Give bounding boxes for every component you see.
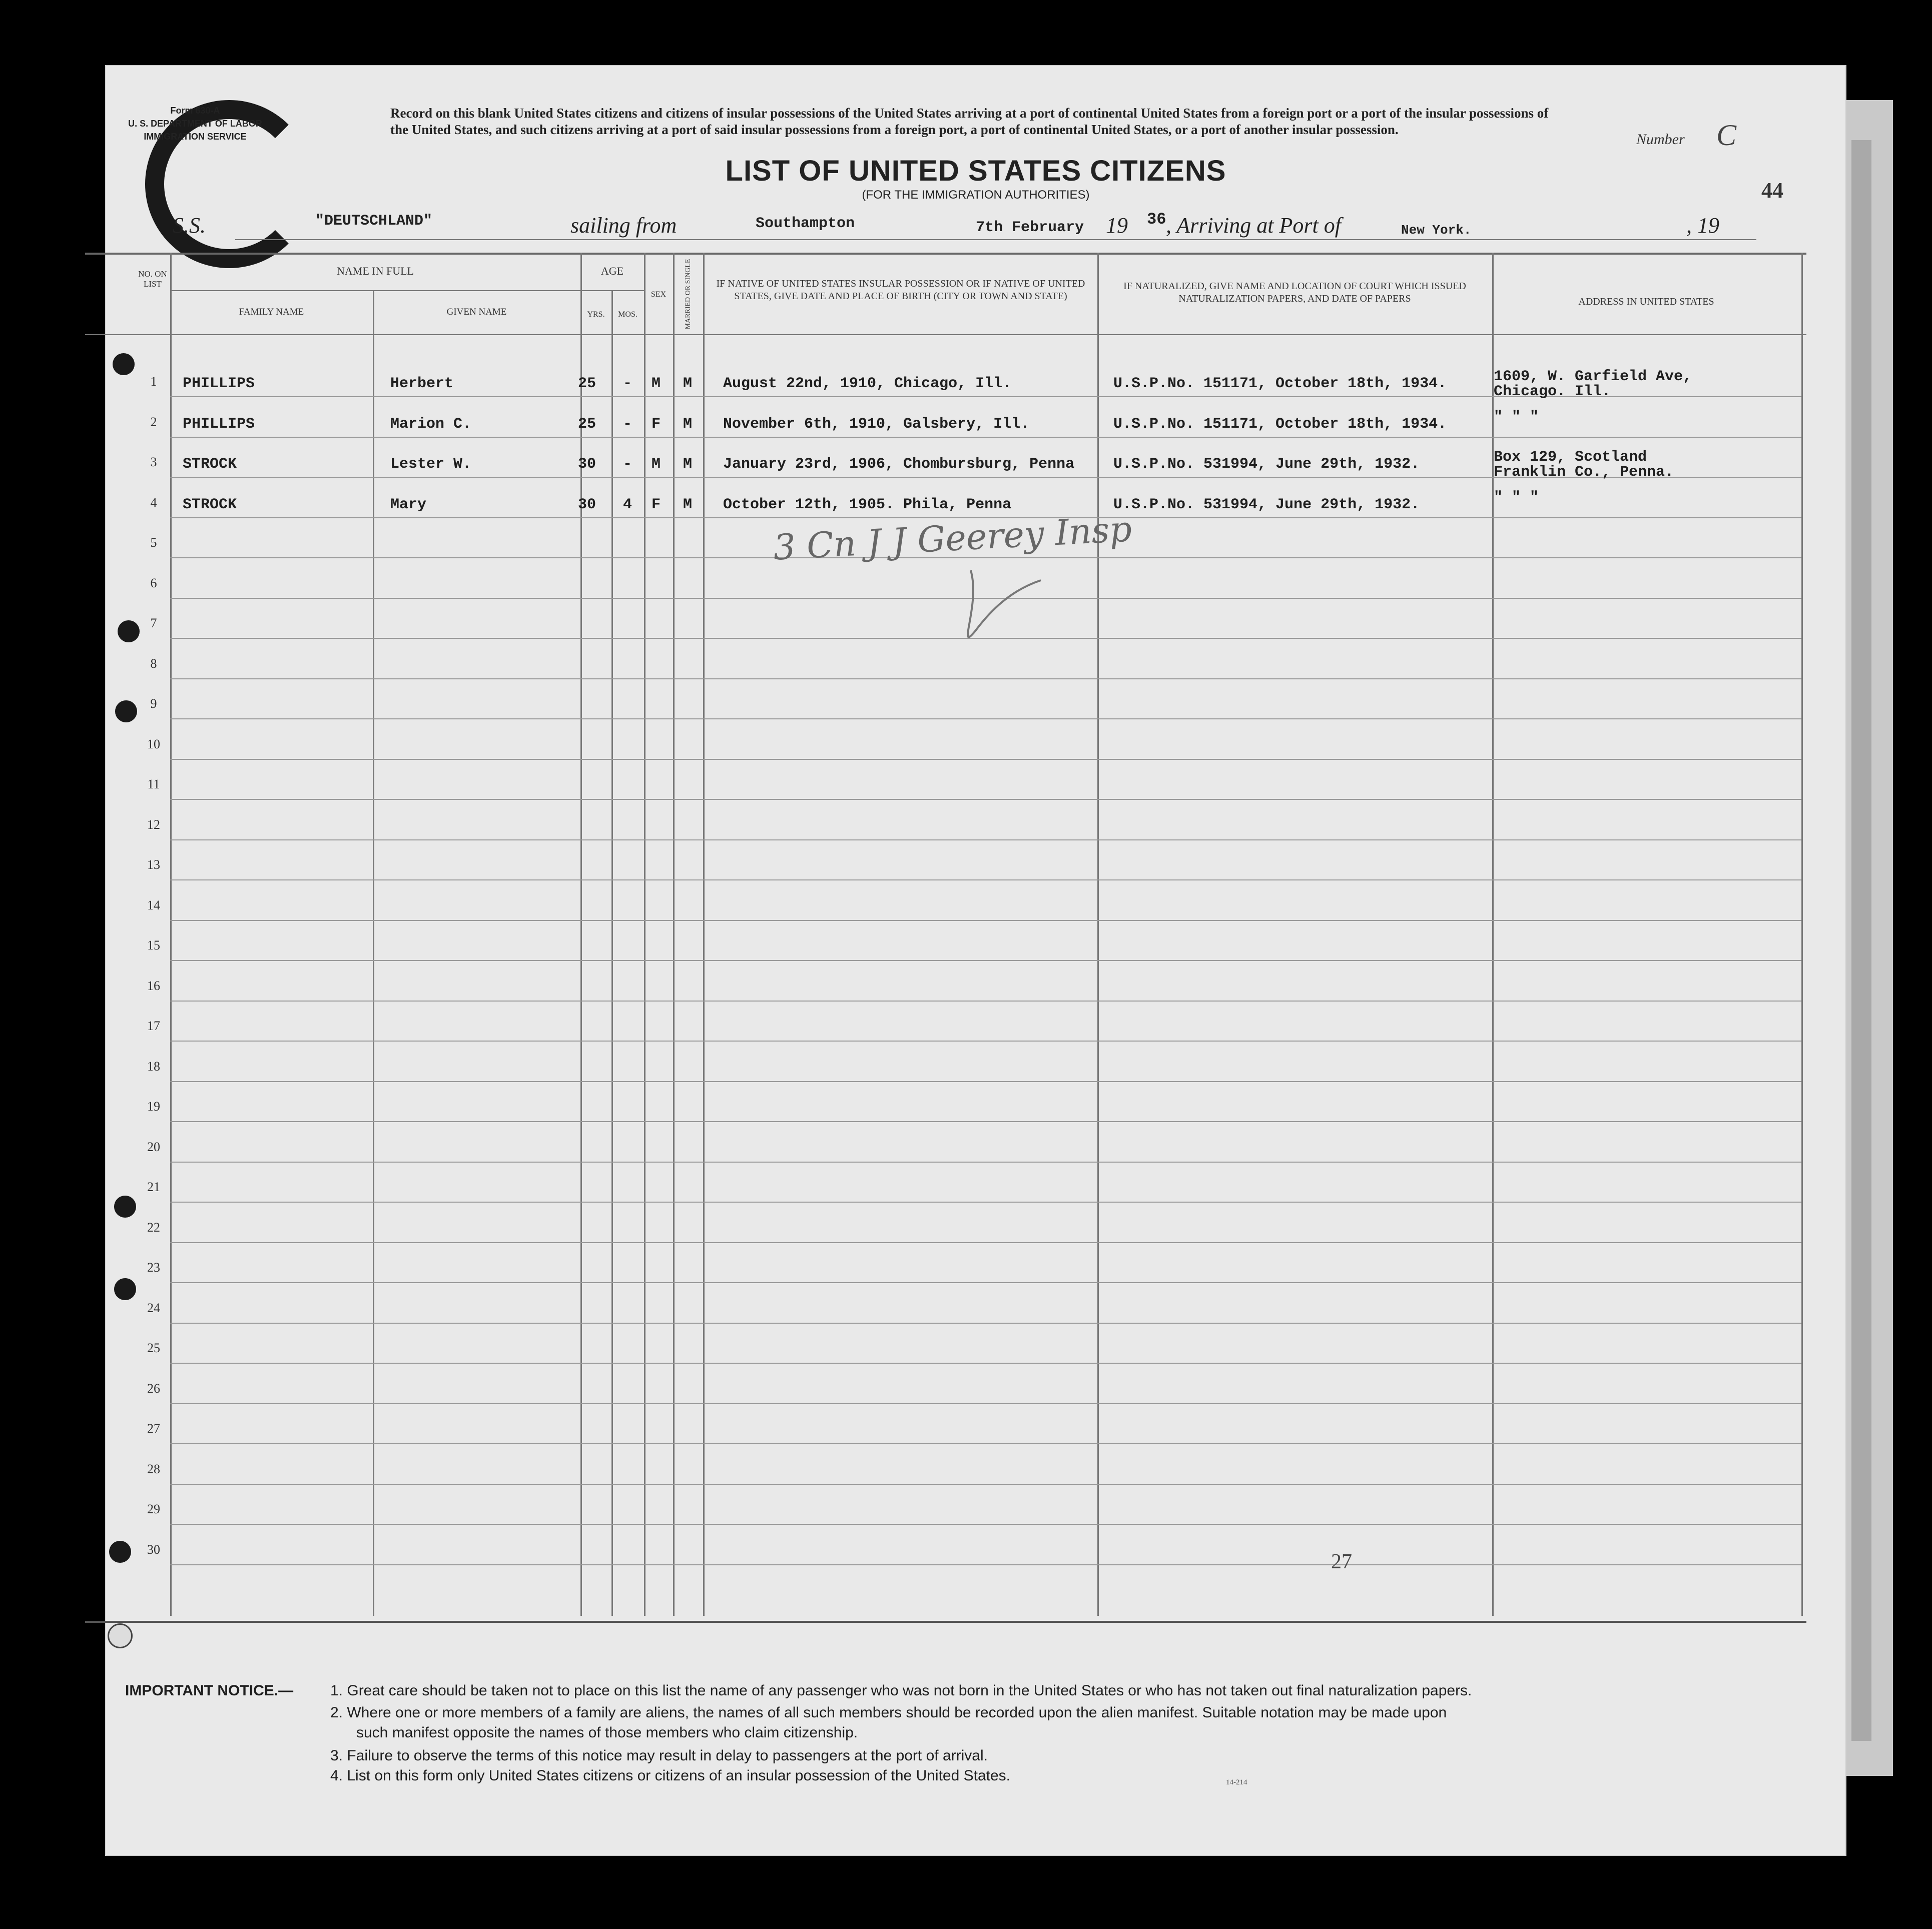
cell-family: PHILLIPS [183, 375, 255, 392]
form-number: Form 630-A [170, 106, 220, 116]
row-rule [170, 759, 1801, 760]
ship-name: "DEUTSCHLAND" [315, 213, 433, 230]
binder-hole [113, 353, 135, 375]
cell-yrs: 30 [578, 496, 596, 513]
row-number: 2 [150, 414, 157, 429]
cell-family: PHILLIPS [183, 415, 255, 433]
row-rule [170, 1162, 1801, 1163]
row-number: 30 [147, 1542, 160, 1557]
arriving-label: , Arriving at Port of [1166, 213, 1341, 238]
number-label: Number [1636, 131, 1685, 148]
col-divider-yrs [611, 290, 613, 1616]
binder-hole [108, 1623, 133, 1648]
row-number: 13 [147, 857, 160, 872]
col-divider-ms [703, 253, 705, 1616]
row-number: 18 [147, 1059, 160, 1074]
row-rule [170, 920, 1801, 921]
cell-birth: January 23rd, 1906, Chombursburg, Penna [723, 456, 1075, 473]
row-rule [170, 1041, 1801, 1042]
row-rule [170, 960, 1801, 961]
row-number: 29 [147, 1502, 160, 1516]
form-code: 14-214 [1226, 1778, 1247, 1786]
row-number: 9 [150, 696, 157, 711]
side-number: 44 [1761, 178, 1783, 203]
row-rule [170, 1001, 1801, 1002]
voyage-date: 7th February [976, 219, 1084, 236]
row-number: 5 [150, 535, 157, 550]
header-mos: MOS. [618, 310, 637, 319]
row-number: 25 [147, 1341, 160, 1355]
cell-sex: M [652, 375, 661, 392]
row-number: 6 [150, 575, 157, 590]
row-number: 14 [147, 897, 160, 912]
row-rule [170, 879, 1801, 880]
header-married-single [673, 260, 703, 334]
binder-hole [114, 1196, 136, 1218]
notice-item-1: 1. Great care should be taken not to place on this list the name of any passenger who was not born in the United States or who has not taken out final naturalization papers. [330, 1682, 1472, 1699]
row-rule [170, 839, 1801, 840]
cell-yrs: 30 [578, 456, 596, 473]
cell-naturalized: U.S.P.No. 151171, October 18th, 1934. [1113, 415, 1447, 433]
cell-birth: October 12th, 1905. Phila, Penna [723, 496, 1012, 513]
signature-flourish [951, 560, 1101, 650]
notice-item-4: 4. List on this form only United States citizens or citizens of an insular possession of the United States. [330, 1767, 1011, 1784]
header-bottom-line [85, 334, 1806, 335]
row-number: 27 [147, 1421, 160, 1436]
row-number: 1 [150, 374, 157, 389]
cell-address1: 1609, W. Garfield Ave, [1494, 368, 1692, 385]
row-rule [170, 1524, 1801, 1525]
cell-address2: Franklin Co., Penna. [1494, 464, 1674, 481]
cell-address1: " " " [1494, 489, 1539, 506]
row-rule [170, 1403, 1801, 1404]
cell-family: STROCK [183, 456, 237, 473]
binder-hole [109, 1541, 131, 1563]
voyage-underline [235, 239, 1756, 240]
header-yrs: YRS. [587, 310, 605, 319]
cell-yrs: 25 [578, 375, 596, 392]
row-rule [170, 1564, 1801, 1565]
row-number: 10 [147, 736, 160, 751]
col-divider-sex [673, 253, 675, 1616]
page-title: LIST OF UNITED STATES CITIZENS [725, 155, 1226, 187]
cell-address1: Box 129, Scotland [1494, 449, 1647, 466]
cell-mos: - [623, 456, 632, 473]
binder-hole [118, 620, 140, 642]
notice-heading: IMPORTANT NOTICE.— [125, 1682, 294, 1699]
number-value: C [1716, 119, 1737, 152]
cell-ms: M [683, 496, 693, 513]
table-bottom-border [85, 1621, 1806, 1623]
form-id-block [120, 104, 270, 143]
row-number: 22 [147, 1220, 160, 1235]
header-address: ADDRESS IN UNITED STATES [1578, 296, 1714, 307]
table-top-border [85, 253, 1806, 255]
cell-mos: - [623, 415, 632, 433]
intro-instructions: Record on this blank United States citizens and citizens of insular possessions of the United States arriving at a port of continental United States from a foreign port or a port of the insular possessions of the United States, and such citizens arriving at a port of said insular possessions from a foreign port, a port of continental United States, or a port of another insular possession. [390, 106, 1549, 137]
col-divider-mos [644, 253, 646, 1616]
sailing-label: sailing from [570, 213, 677, 238]
cell-naturalized: U.S.P.No. 531994, June 29th, 1932. [1113, 496, 1420, 513]
row-rule [170, 1282, 1801, 1283]
arrival-year-prefix: , 19 [1686, 213, 1719, 238]
page-subtitle: (FOR THE IMMIGRATION AUTHORITIES) [862, 188, 1090, 202]
header-given-name: GIVEN NAME [446, 307, 507, 317]
row-number: 3 [150, 455, 157, 469]
cell-ms: M [683, 456, 693, 473]
row-number: 7 [150, 616, 157, 630]
paper-stack-edge-shadow [1851, 140, 1871, 1741]
binder-hole [115, 700, 137, 722]
row-number: 21 [147, 1180, 160, 1194]
row-number: 17 [147, 1019, 160, 1033]
notice-item-2-cont: such manifest opposite the names of those members who claim citizenship. [356, 1724, 858, 1741]
cell-yrs: 25 [578, 415, 596, 433]
row-number: 20 [147, 1139, 160, 1154]
row-rule [170, 1121, 1801, 1122]
row-rule [170, 557, 1801, 558]
cell-mos: - [623, 375, 632, 392]
row-rule [170, 799, 1801, 800]
cell-given: Herbert [390, 375, 454, 392]
cell-sex: M [652, 456, 661, 473]
row-number: 12 [147, 817, 160, 832]
page-number: 27 [1331, 1550, 1352, 1573]
row-rule [170, 1242, 1801, 1243]
ss-label: S.S. [173, 213, 206, 238]
row-number: 28 [147, 1461, 160, 1476]
header-birth: IF NATIVE OF UNITED STATES INSULAR POSSESSION OR IF NATIVE OF UNITED STATES, GIVE DATE AND PLACE OF BIRTH (CITY OR TOWN AND STATE) [716, 278, 1085, 302]
port-from: Southampton [756, 215, 855, 232]
row-number: 11 [147, 777, 160, 791]
row-number: 16 [147, 978, 160, 993]
row-number: 26 [147, 1381, 160, 1396]
department-label: U. S. DEPARTMENT OF LABOR [128, 119, 262, 129]
year-suffix: 36 [1147, 210, 1166, 229]
cell-given: Mary [390, 496, 427, 513]
row-rule [170, 1443, 1801, 1444]
cell-address2: Chicago. Ill. [1494, 383, 1611, 400]
header-name-in-full: NAME IN FULL [337, 265, 414, 277]
cell-ms: M [683, 375, 693, 392]
cell-birth: November 6th, 1910, Galsbery, Ill. [723, 415, 1030, 433]
row-rule [170, 1363, 1801, 1364]
cell-address1: " " " [1494, 408, 1539, 426]
cell-given: Marion C. [390, 415, 472, 433]
cell-given: Lester W. [390, 456, 472, 473]
port-to: New York. [1401, 223, 1472, 238]
row-number: 24 [147, 1300, 160, 1315]
cell-sex: F [652, 415, 661, 433]
row-number: 15 [147, 938, 160, 952]
header-age: AGE [600, 265, 624, 277]
col-divider-birth [1097, 253, 1099, 1616]
row-rule [170, 1323, 1801, 1324]
row-rule [170, 1484, 1801, 1485]
header-sex: SEX [651, 290, 667, 299]
cell-family: STROCK [183, 496, 237, 513]
service-label: IMMIGRATION SERVICE [144, 132, 247, 142]
handwritten-inspector-note: 3 Cn J J Geerey Insp [772, 508, 1133, 568]
header-naturalized: IF NATURALIZED, GIVE NAME AND LOCATION OF COURT WHICH ISSUED NATURALIZATION PAPERS, AND DATE OF PAPERS [1123, 281, 1466, 304]
row-rule [170, 678, 1801, 679]
cell-mos: 4 [623, 496, 632, 513]
cell-ms: M [683, 415, 693, 433]
col-divider-family [373, 290, 374, 1616]
binder-hole [114, 1278, 136, 1300]
notice-item-3: 3. Failure to observe the terms of this notice may result in delay to passengers at the port of arrival. [330, 1747, 988, 1764]
row-rule [170, 1081, 1801, 1082]
row-rule [170, 718, 1801, 719]
header-married-single-text: MARRIED OR SINGLE [684, 259, 692, 330]
row-rule [170, 1202, 1801, 1203]
header-family-name: FAMILY NAME [239, 307, 304, 317]
name-age-subheader-line [170, 290, 644, 291]
row-number: 19 [147, 1099, 160, 1114]
cell-sex: F [652, 496, 661, 513]
row-number: 23 [147, 1260, 160, 1275]
row-rule [170, 437, 1801, 438]
cell-birth: August 22nd, 1910, Chicago, Ill. [723, 375, 1012, 392]
row-number: 8 [150, 656, 157, 671]
year-prefix: 19 [1106, 213, 1128, 238]
cell-naturalized: U.S.P.No. 151171, October 18th, 1934. [1113, 375, 1447, 392]
notice-item-2: 2. Where one or more members of a family are aliens, the names of all such members should be recorded upon the alien manifest. Suitable notation may be made upon [330, 1704, 1447, 1721]
header-no-on-list: NO. ON LIST [138, 269, 167, 289]
cell-naturalized: U.S.P.No. 531994, June 29th, 1932. [1113, 456, 1420, 473]
col-divider-address [1801, 253, 1803, 1616]
row-number: 4 [150, 495, 157, 510]
